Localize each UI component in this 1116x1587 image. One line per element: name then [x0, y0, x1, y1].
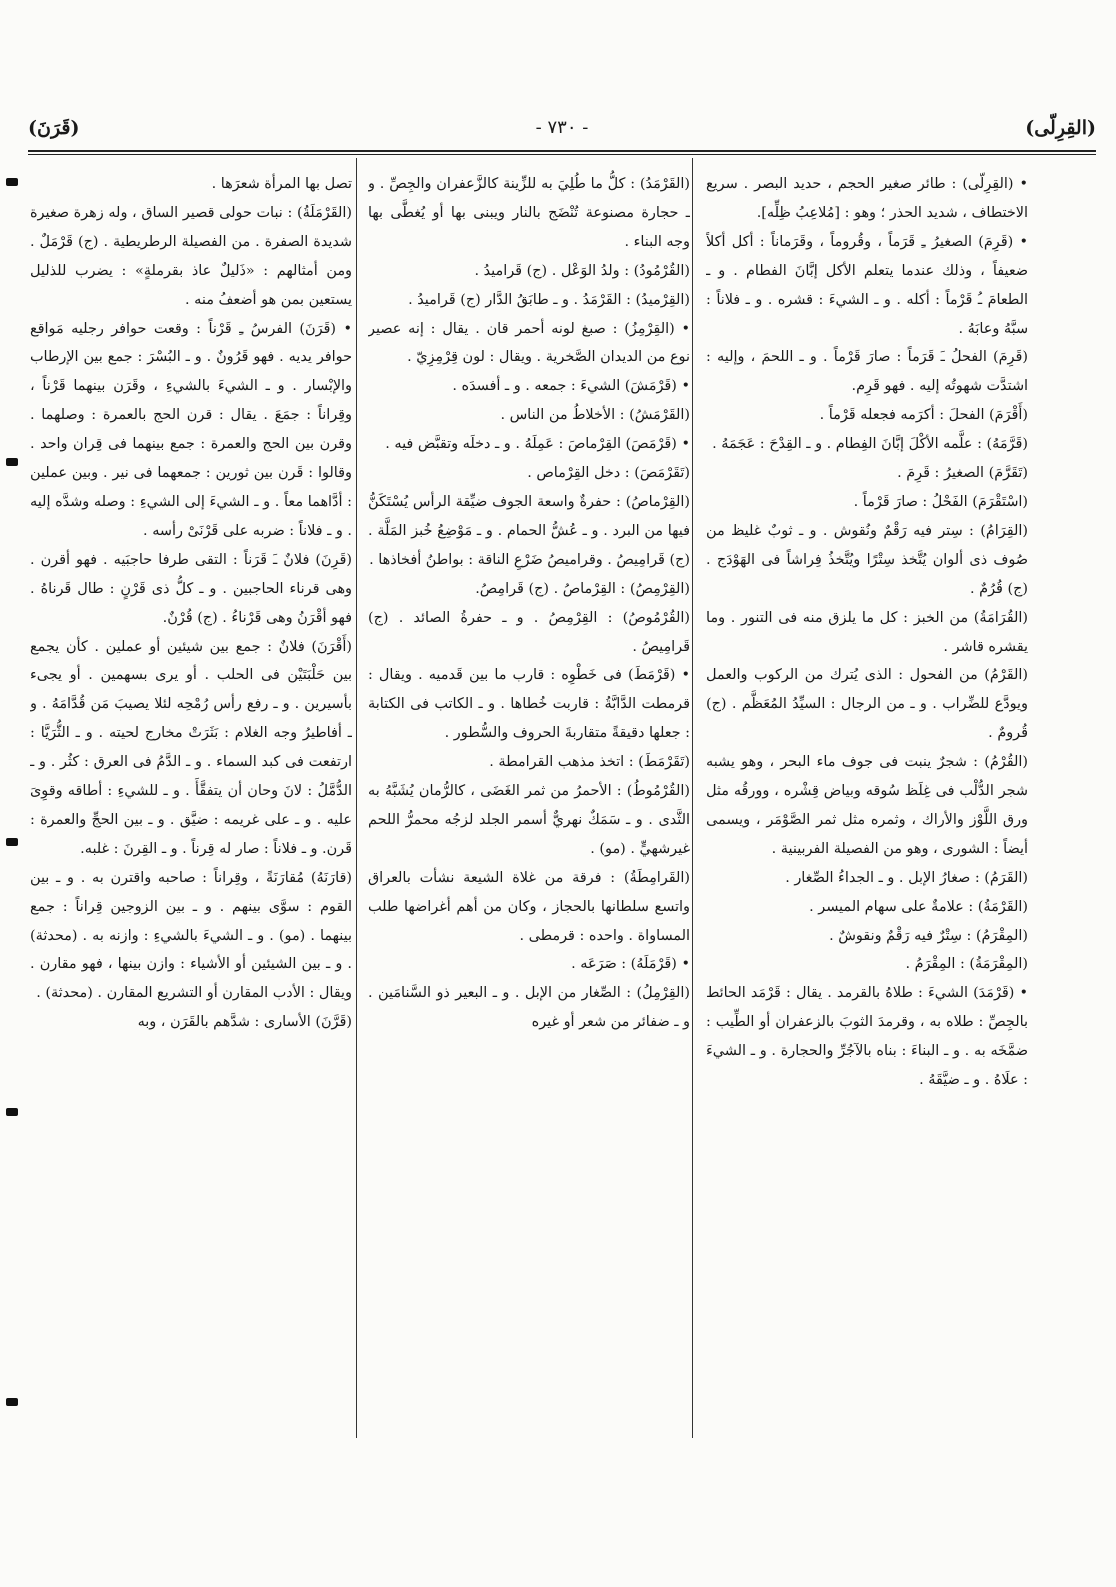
header-rule-thin	[28, 154, 1096, 155]
dictionary-entry: (القِرْماصُ) : حفرةٌ واسعة الجوف ضيِّقة الرأس يُسْتَكَنُّ فيها من البرد . و ـ عُشُّ الحمام . و ـ مَوْضِعُ خُبز المَلَّة . (ج) قَرامِيصُ . وقراميصُ ضَرْعِ الناقة : بواطنُ أفخاذها .	[368, 493, 690, 568]
margin-marker	[6, 1398, 18, 1406]
dictionary-entry: (القَرامِطَةُ) : فرقة من غلاة الشيعة نشأت بالعراق واتسع سلطانها بالحجاز ، وكان من أهم أغراضها طلب المساواة . واحده : قرمطى .	[368, 869, 690, 944]
dictionary-entry: • (القِرِلّى) : طائر صغير الحجم ، حديد البصر . سريع الاختطاف ، شديد الحذر ؛ وهو : [مُلاعِبُ ظِلِّه].	[706, 170, 1028, 228]
dictionary-entry: (القَرْمَشُ) : الأخلاطُ من الناس .	[500, 407, 690, 424]
dictionary-entry: • (قَرَنَ) الفرسُ ـِ قَرْناً : وقعت حوافر رجليه مَواقع حوافر يديه . فهو قَرُونٌ . و ـ البُسْرَ : جمع بين الإرطاب والإبْسار . و ـ الشيءَ بالشيءِ ، وقَرَن بينهما قَرْناً ، وقِراناً : جمَعَ . يقال : قرن الحج بالعمرة : وصلهما . وقرن بين الحج والعمرة : جمع بينهما فى قِران واحد . وقالوا : قَرن بين ثورين : جمعهما فى نير . وبين عملين : أدَّاهما معاً . و ـ الشيءَ إلى الشيءِ : وصله وشدَّه إليه . و ـ فلاناً : ضربه على قَرْنَىْ رأسه .	[30, 315, 352, 546]
dictionary-entry: (القَرَمُ) : صغارُ الإبل . و ـ الجداءُ الصِّغار .	[785, 869, 1028, 886]
dictionary-entry: (قَرَّنَ) الأسارى : شدَّهم بالقَرَن ، وبه	[137, 1014, 352, 1031]
dictionary-entry: (قَرِمَ) الفحلُ ـَ قَرَماً : صارَ قَرْماً . و ـ اللحمَ ، وإليه : اشتدَّت شهوتُه إليه . فهو قَرِم.	[706, 349, 1028, 395]
dictionary-entry: (أَقْرَنَ) فلانٌ : جمع بين شيئين أو عملين . كأن يجمع بين حَلْبَتَيْن فى الحلب . أو يرى بسهمين . أو يجىء بأسيرين . و ـ رفع رأس رُمْحِه لئلا يصيبَ مَن قُدَّامَهُ . و ـ أفاطيرُ وجه الغلام : بَثَرَتْ مخارج لحيته . و ـ الثُّرَيَّا : ارتفعت فى كبد السماء . و ـ الدَّمُ فى العرق : كثُر . و ـ الدُّمَّلُ : لانَ وحان أن يتفقَّأَ . و ـ للشيءِ : أطاقه وقوِىَ عليه . و ـ على غريمه : ضيَّق . و ـ بين الحجِّ والعمرة : قَرن. و ـ فلاناً : صار له قِرناً . و ـ القِرنَ : غلبه.	[30, 638, 352, 857]
page-number: - ٧٣٠ -	[535, 117, 589, 138]
dictionary-entry: • (قَرْمَصَ) القِرْماصَ : عَمِلَهُ . و ـ دخلَه وتقبَّض فيه .	[368, 430, 690, 459]
dictionary-entry: (القِرَامُ) : سِتر فيه رَقْمٌ ونُقوش . و ـ ثوبٌ غليظ من صُوف ذى ألوان يُتَّخذ سِتْرًا ويُتَّخذُ فِراشاً فى الهَوْدَج . (ج) قُرُمٌ .	[706, 522, 1028, 597]
dictionary-entry: (قارَنَهُ) مُقارَنَةً ، وقِراناً : صاحبه واقترن به . و ـ بين القوم : سوَّى بينهم . و ـ بين الزوجين قِراناً : جمع بينهما . (مو) . و ـ الشيءَ بالشيءِ : وازنه به . (محدثة) . و ـ بين الشيئين أو الأشياء : وازن بينها ، فهو مقارن . ويقال : الأدب المقارن أو التشريع المقارن . (محدثة) .	[30, 869, 352, 1002]
margin-marker	[6, 838, 18, 846]
column-divider	[692, 158, 693, 1438]
dictionary-entry: (قَرَّمَهُ) : علَّمه الأكْلَ إبَّانَ الفِطام . و ـ القِدْحَ : عَجَمَهُ .	[712, 436, 1028, 453]
dictionary-entry: (القُرْمُوصُ) : القِرْمِصُ . و ـ حفرةُ الصائد . (ج) قَرامِيصُ .	[368, 609, 690, 655]
dictionary-entry: (القَرْمَدُ) : كلُّ ما طُلِيَ به للزِّينة كالزَّعفران والجِصِّ . و ـ حجارة مصنوعة تُنْضَج بالنار ويبنى بها أو يُغطَّى بها وجه البناء .	[368, 176, 690, 250]
dictionary-entry: • (قَرِمَ) الصغيرُ ـِ قَرَماً ، وقُروماً ، وقَرَماناً : أكل أكلاً ضعيفاً ، وذلك عندما يتعلم الأكل إبَّانَ الفطام . و ـ الطعامَ ـُ قَرْماً : أكله . و ـ الشيءَ : قشره . و ـ فلاناً : سبَّهُ وعابَهُ .	[706, 228, 1028, 344]
dictionary-entry: (القُرْمُ) : شجرٌ ينبت فى جوف ماء البحر ، وهو يشبه شجر الدُّلْب فى غِلَظ سُوقه وبياض قِشْره ، وورقُه مثل ورق اللَّوْز والأراك ، وثمره مثل ثمر الصَّوْمَر ، ويسمى أيضاً : الشورى ، وهو من الفصيلة الفربينية .	[706, 754, 1028, 857]
dictionary-entry: (المِقْرَمُ) : سِتْرٌ فيه رَقْمٌ ونقوشٌ .	[829, 927, 1028, 944]
dictionary-entry: (قَرِنَ) فلانٌ ـَ قَرَناً : التقى طرفا حاجبَيه . فهو أقرن . وهى قرناء الحاجبين . و ـ كلُّ ذى قَرْنٍ : طال قَرناهُ . فهو أقْرَنُ وهى قَرْناءُ . (ج) قُرْنٌ.	[30, 551, 352, 626]
dictionary-entry: (القَرْمُ) من الفحول : الذى يُترك من الركوب والعمل ويودَّع للضِّراب . و ـ من الرجال : السيِّدُ المُعَظَّم . (ج) قُرومٌ .	[706, 667, 1028, 742]
dictionary-entry: (تَقَرْمَصَ) : دخل القِرْماص .	[527, 465, 690, 482]
dictionary-entry: (المِقْرَمَةُ) : المِقْرَمُ .	[905, 956, 1028, 973]
dictionary-entry: (القَرْمَةُ) : علامةٌ على سهام الميسر .	[809, 898, 1028, 915]
dictionary-entry: (القَرْمَلَةُ) : نبات حولى قصير الساق ، وله زهرة صغيرة شديدة الصفرة . من الفصيلة الرطريطية . (ج) قَرْمَلٌ . ومن أمثالهم : «ذَليلٌ عاذ بقرملةٍ» : يضرب للذليل يستعين بمن هو أضعفُ منه .	[30, 204, 352, 308]
dictionary-entry: • (القِرْمِزُ) : صبغ لونه أحمر قان . يقال : إنه عصير نوع من الديدان الصَّخرية . ويقال : لون قِرْمِزِيّ .	[368, 315, 690, 373]
dictionary-entry: • (قَرْمَلَهُ) : صَرَعَه .	[368, 950, 690, 979]
dictionary-entry: (القُرْمُوطُ) : الأحمرُ من ثمر الغَضَى ، كالرُّمان يُشَبَّهُ به الثَّدى . و ـ سَمَكٌ نهريٌّ أسمر الجلد لزجُه محمرُّ اللحم غيرشهيٍّ . (مو) .	[368, 783, 690, 857]
dictionary-entry: (تَقَرَّمَ) الصغيرُ : قَرِمَ .	[897, 465, 1028, 482]
dictionary-entry: (القُرَامَةُ) من الخبز : كل ما يلزق منه فى التنور . وما يقشره قاشر .	[706, 609, 1028, 655]
header-rule	[28, 150, 1096, 152]
column-left	[30, 170, 352, 1430]
dictionary-entry: (القِرْمِلُ) : الصِّغار من الإبل . و ـ البعير ذو السَّنامَين . و ـ ضفائر من شعر أو غيره	[368, 985, 690, 1031]
column-divider	[356, 158, 357, 1438]
right-guide-word: (القِرِلّى)	[1025, 117, 1096, 139]
left-guide-word: (قَرَنَ)	[28, 117, 80, 139]
dictionary-entry: (أَقْرَمَ) الفحلَ : أكرَمه فجعله قَرْماً .	[819, 407, 1028, 424]
dictionary-entry: • (قَرْمَشَ) الشيءَ : جمعه . و ـ أفسدَه .	[368, 372, 690, 401]
dictionary-entry: (تَقَرْمَطَ) : اتخذ مذهب القرامطة .	[489, 754, 690, 771]
dictionary-entry: (القِرْميدُ) : القَرْمَدُ . و ـ طابَقُ الدَّار (ج) قَراميدُ .	[408, 291, 690, 308]
dictionary-entry: (القِرْمِصُ) : القِرْماصُ . (ج) قَرامِصُ.	[475, 580, 690, 597]
dictionary-entry: • (قَرْمَطَ) فى خَطْوِه : قارب ما بين قَدميه . ويقال : قرمطت الدَّابَّةُ : قاربت خُطاها . و ـ الكاتب فى الكتابة : جعلها دقيقةً متقاربةَ الحروف والسُّطور .	[368, 661, 690, 748]
dictionary-entry: (القُرْمُودُ) : ولدُ الوَعْل . (ج) قَراميدُ .	[474, 262, 690, 279]
column-right	[706, 170, 1028, 1430]
margin-marker	[6, 178, 18, 186]
page-header	[28, 112, 1096, 148]
dictionary-entry: • (قَرْمَدَ) الشيءَ : طلاهُ بالقرمد . يقال : قَرْمَد الحائط بالجِصِّ : طلاه به ، وقرمدَ الثوبَ بالزعفران أو الطِّيب : ضمَّخَه به . و ـ البناءَ : بناه بالآجُرِّ والحجارة . و ـ الشيءَ : علَاهُ . و ـ ضيَّقَهُ .	[706, 979, 1028, 1095]
dictionary-entry: تصل بها المرأة شعرَها .	[211, 176, 352, 192]
margin-marker	[6, 458, 18, 466]
margin-marker	[6, 1108, 18, 1116]
dictionary-entry: (اسْتَقْرَمَ) الفَحْلُ : صارَ قَرْماً .	[853, 493, 1028, 510]
column-middle	[368, 170, 690, 1430]
